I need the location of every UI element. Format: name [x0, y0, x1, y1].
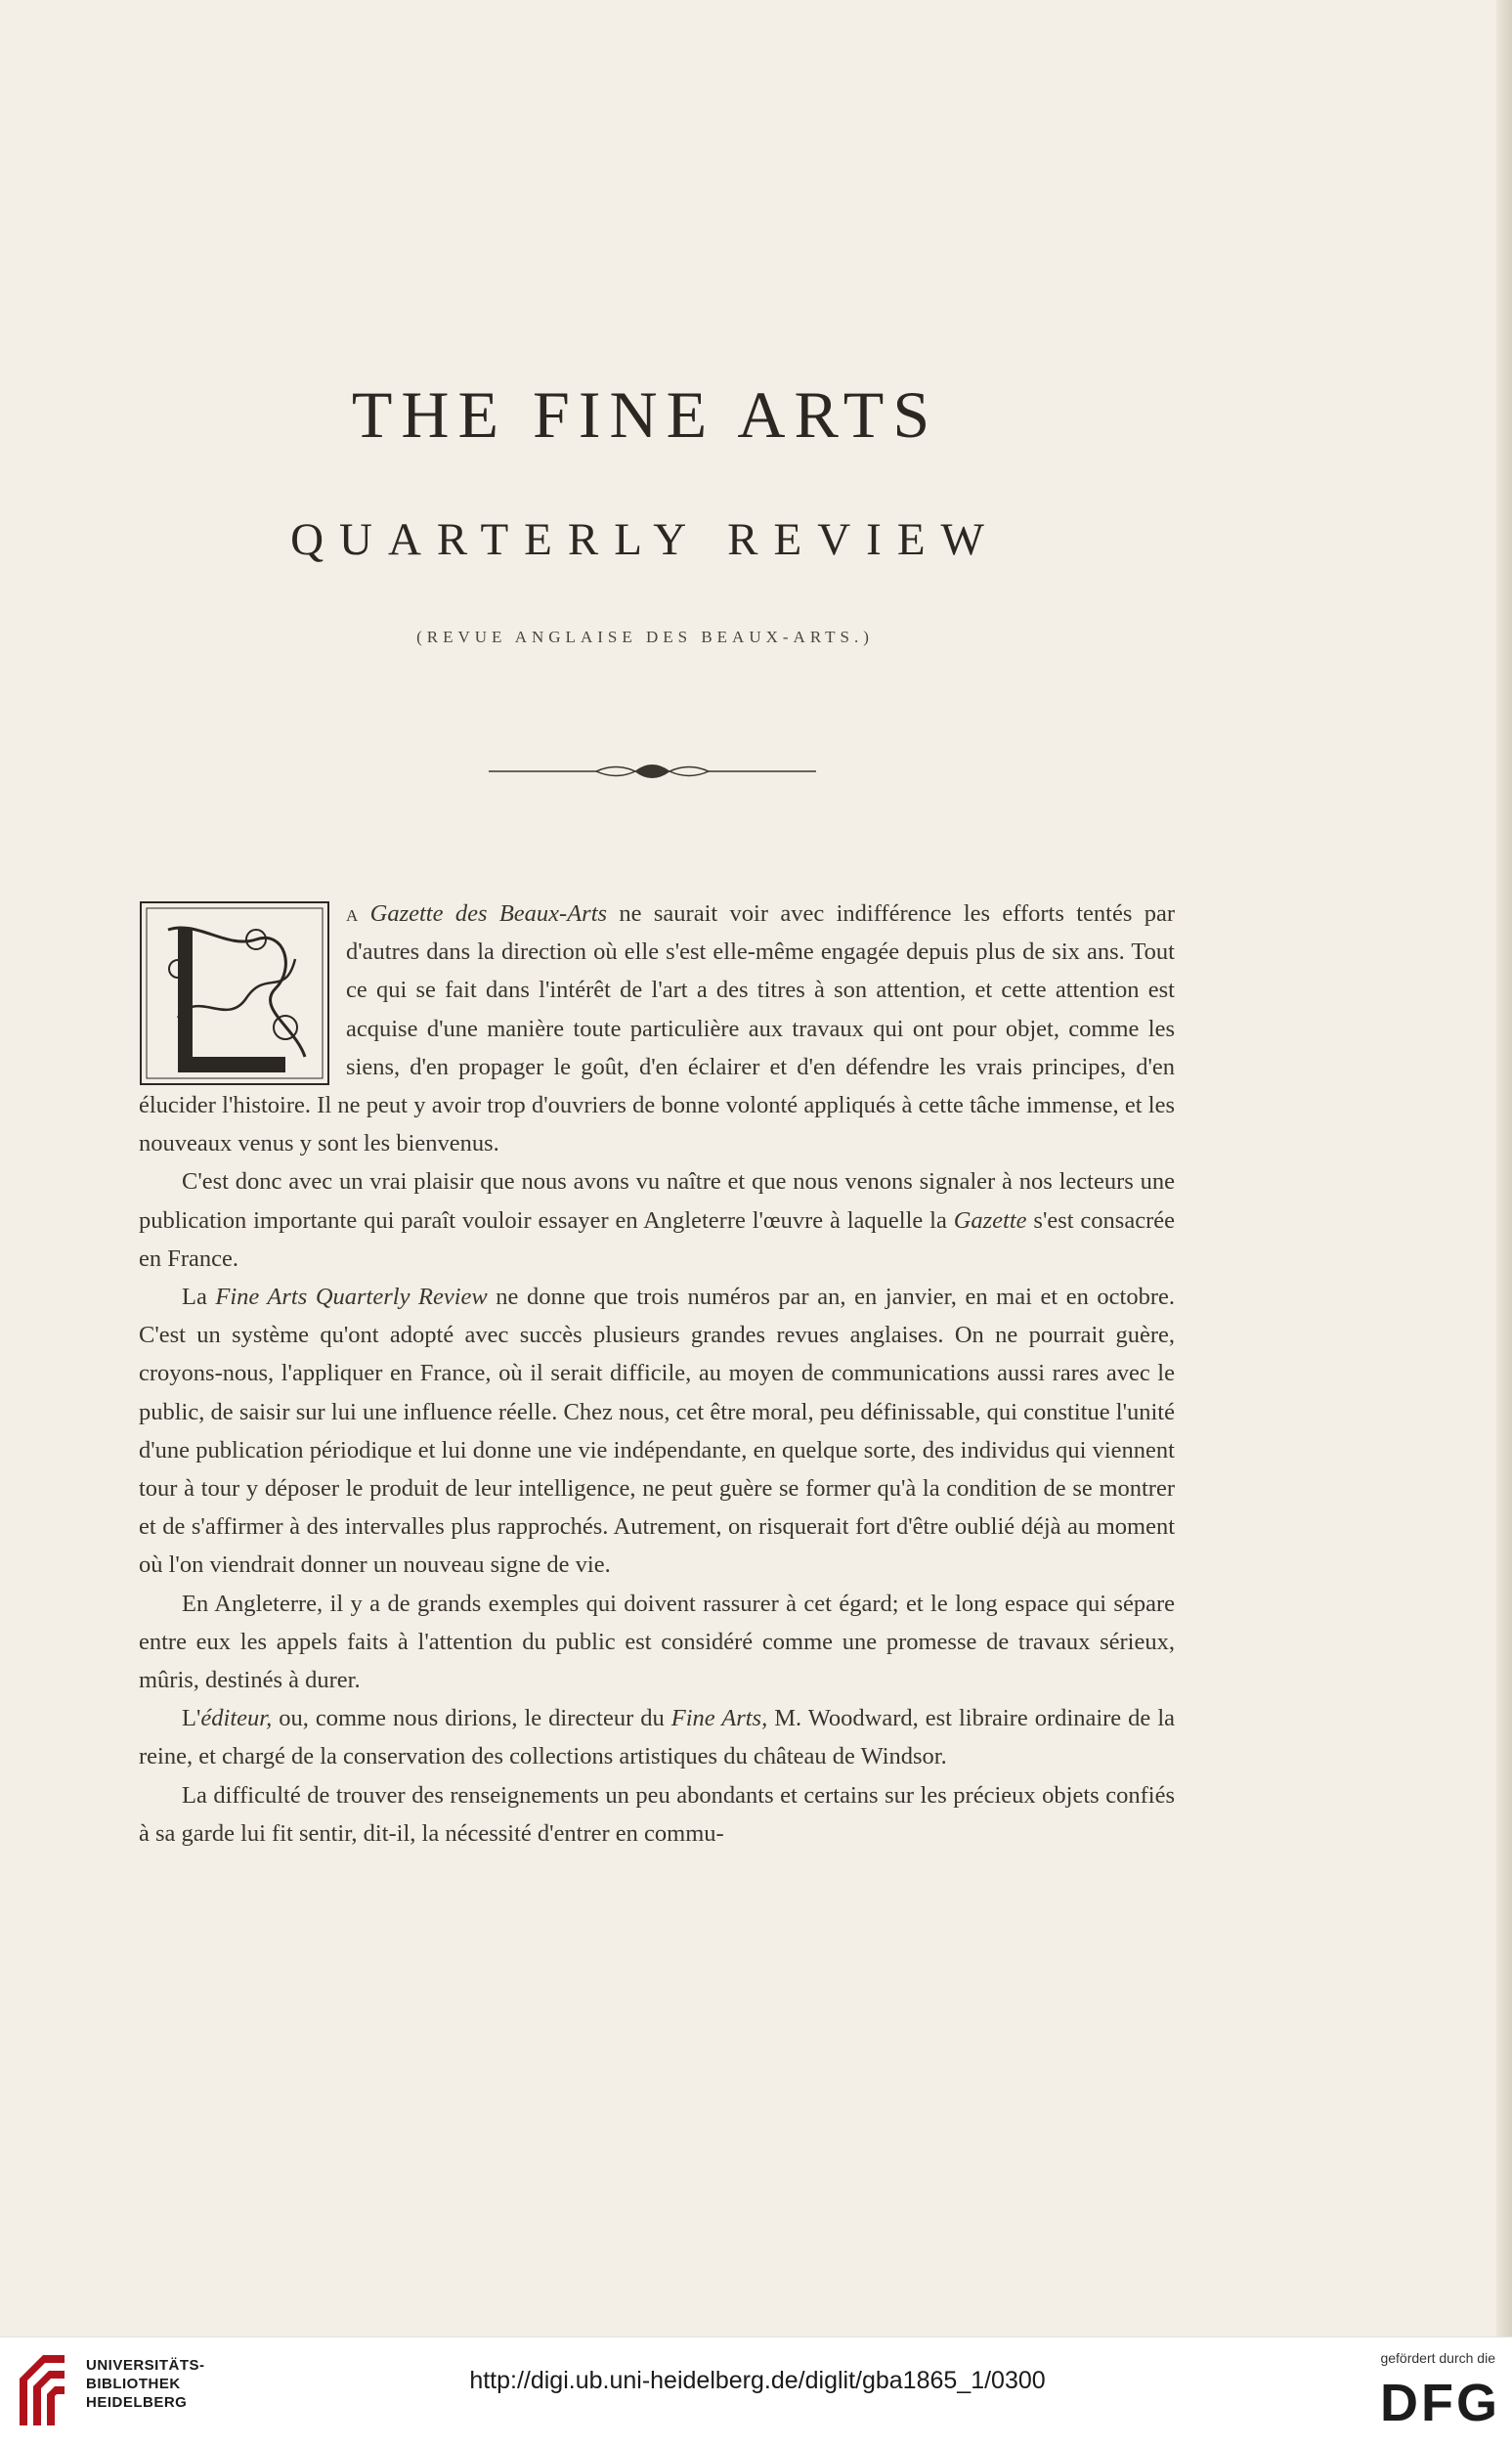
paragraph-5-italic-a: éditeur,	[200, 1705, 273, 1732]
paragraph-6-text: La difficulté de trouver des renseignements un peu abondants et certains sur les précieux objets confiés à sa garde lui fit sentir, dit-il, la nécessité d'entrer en commu-	[139, 1781, 1175, 1847]
library-name-line-1: UNIVERSITÄTS-	[86, 2357, 205, 2374]
paragraph-5-text-a: L'	[182, 1705, 201, 1732]
paragraph-2-text-b: s'est consacrée en France.	[139, 1206, 1175, 1272]
paragraph-4	[139, 1585, 1175, 1700]
page-title: THE FINE ARTS	[351, 377, 939, 452]
paragraph-1-lead: a	[346, 900, 359, 927]
paragraph-3-text-b: ne donne que trois numéros par an, en janvier, en mai et en octobre. C'est un système qu'ont adopté avec succès plusieurs grandes revues anglaises. On ne pourrait guère, croyons-nous, l'appliquer en France, où il serait difficile, au moyen de communications aussi rares avec le public, de saisir sur lui une influence réelle. Chez nous, cet être moral, peu définissable, qui constitue l'unité d'une publication périodique et lui donne une vie indépendante, en quelque sorte, des individus qui viennent tour à tour y déposer le produit de leur intelligence, ne peut guère se former qu'à la condition de se montrer et de s'affirmer à des intervalles plus rapprochés. Autrement, on risquerait fort d'être oublié déjà au moment où l'on viendrait donner un nouveau signe de vie.	[139, 1284, 1175, 1579]
page-tagline: (REVUE ANGLAISE DES BEAUX-ARTS.)	[416, 628, 874, 646]
paragraph-4-text: En Angleterre, il y a de grands exemples qui doivent rassurer à cet égard; et le long espace qui sépare entre eux les appels faits à l'attention du public est considéré comme une promesse de travaux sérieux, mûris, destinés à durer.	[139, 1590, 1175, 1694]
dropcap-letter: L	[139, 900, 140, 901]
library-name-line-3: HEIDELBERG	[86, 2394, 188, 2411]
paragraph-2	[139, 1162, 1175, 1278]
paragraph-3-text-a: La	[182, 1284, 216, 1311]
dfg-logo[interactable]: DFG	[1380, 2374, 1500, 2432]
permalink-url[interactable]: http://digi.ub.uni-heidelberg.de/diglit/gba1865_1/0300	[469, 2367, 1046, 2394]
page-edge	[1496, 0, 1512, 2337]
paragraph-5-italic-b: Fine Arts,	[670, 1705, 768, 1732]
paragraph-2-text-a: C'est donc avec un vrai plaisir que nous avons vu naître et que nous venons signaler à nos lecteurs une publication importante qui paraît vouloir essayer en Angleterre l'œuvre à laquelle la	[139, 1168, 1175, 1234]
paragraph-1-text: ne saurait voir avec indifférence les efforts tentés par d'autres dans la direction où elle s'est elle-même engagée depuis plus de six ans. Tout ce qui se fait dans l'intérêt de l'art a des titres à son attention, et cette attention est acquise d'une manière toute particulière aux travaux qui ont pour objet, comme les siens, d'en propager le goût, d'en éclairer et d'en défendre les vrais principes, d'en élucider l'histoire. Il ne peut y avoir trop d'ouvriers de bonne volonté appliqués à cette tâche immense, et les nouveaux venus y sont les bienvenus.	[139, 900, 1176, 1157]
ub-heidelberg-logo-icon[interactable]	[14, 2349, 70, 2429]
paragraph-3-italic: Fine Arts Quarterly Review	[215, 1284, 488, 1311]
paragraph-6	[139, 1776, 1175, 1853]
paragraph-5-text-c: M. Woodward, est libraire ordinaire de la reine, et chargé de la conservation des collections artistiques du château de Windsor.	[139, 1705, 1175, 1770]
article-body	[139, 895, 1175, 1853]
paragraph-1-italic: Gazette des Beaux-Arts	[369, 900, 608, 927]
page-subtitle: QUARTERLY REVIEW	[290, 514, 1000, 565]
funded-by-label: gefördert durch die	[1380, 2350, 1495, 2366]
paragraph-2-italic: Gazette	[953, 1206, 1027, 1234]
library-name[interactable]	[86, 2356, 205, 2412]
library-name-line-2: BIBLIOTHEK	[86, 2376, 181, 2392]
paragraph-3	[139, 1278, 1175, 1585]
decorative-rule-icon	[489, 759, 816, 784]
paragraph-5-text-b: ou, comme nous dirions, le directeur du	[272, 1705, 671, 1732]
paragraph-5	[139, 1699, 1175, 1775]
ornamental-letter-l-icon	[139, 900, 330, 1086]
